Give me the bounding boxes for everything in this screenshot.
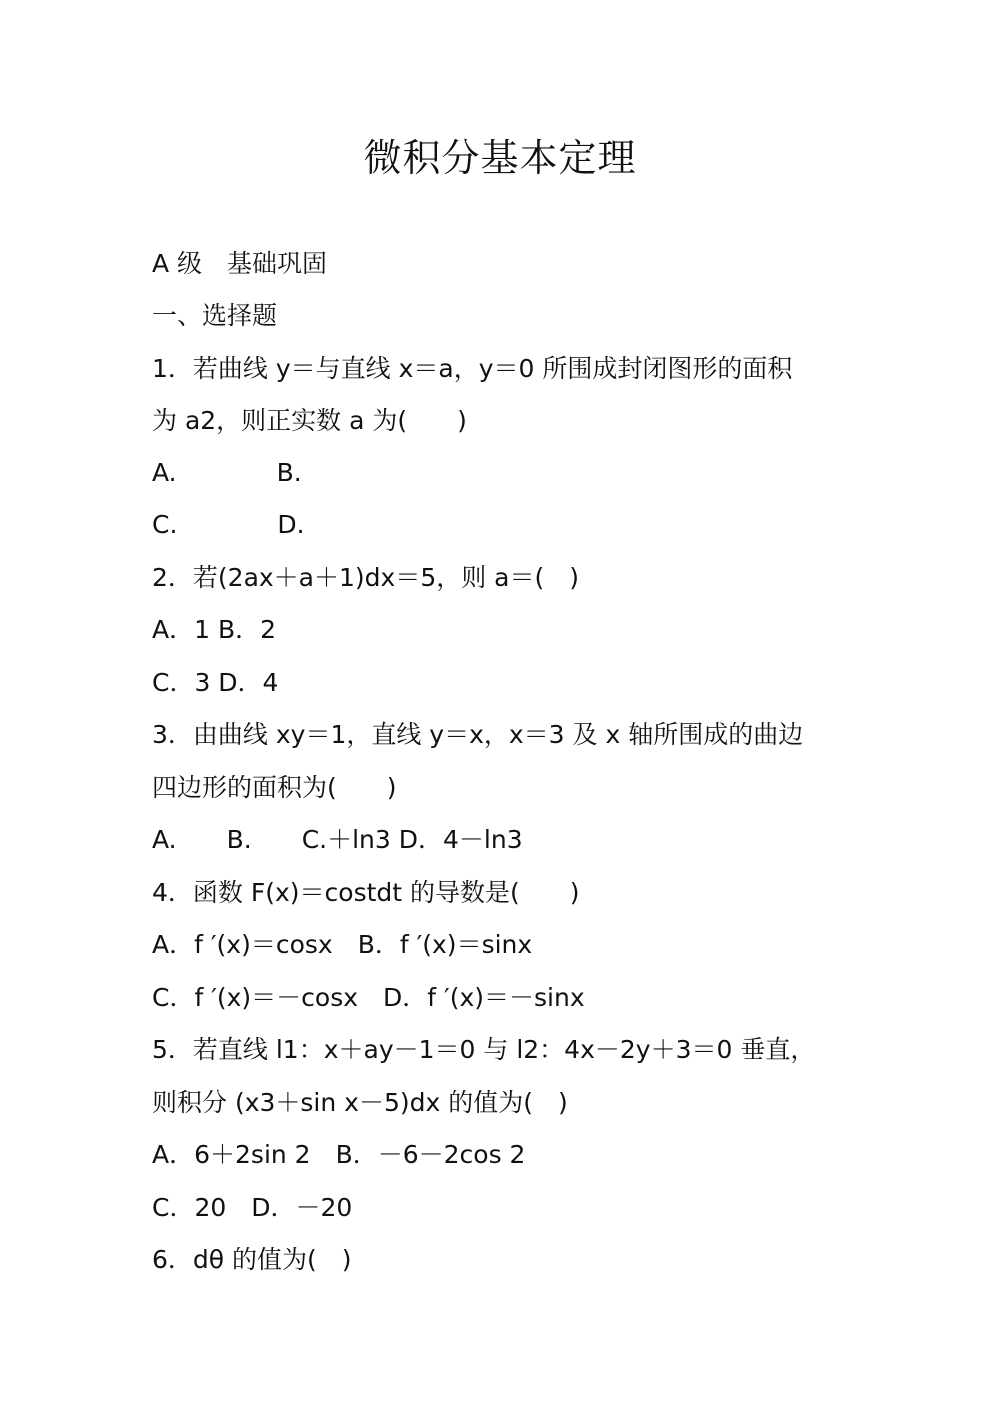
question-2-options-cd: C．3 D．4	[152, 668, 279, 697]
question-5-line-2: 则积分 (x3＋sin x－5)dx 的值为( )	[152, 1088, 568, 1117]
question-1-options-cd: C. D.	[152, 510, 305, 539]
section-heading-level-a: A 级 基础巩固	[152, 249, 328, 278]
question-3-line-2: 四边形的面积为( )	[152, 773, 397, 802]
question-4-options-cd: C．f ′(x)＝－cosx D．f ′(x)＝－sinx	[152, 983, 585, 1012]
question-5-options-cd: C．20 D．－20	[152, 1193, 353, 1222]
question-2-stem: 2．若(2ax＋a＋1)dx＝5，则 a＝( )	[152, 563, 580, 592]
section-heading-choice: 一、选择题	[152, 301, 278, 330]
question-4-stem: 4．函数 F(x)＝costdt 的导数是( )	[152, 878, 580, 907]
question-1-line-1: 1．若曲线 y＝与直线 x＝a，y＝0 所围成封闭图形的面积	[152, 354, 793, 383]
question-1-options-ab: A. B.	[152, 458, 302, 487]
question-3-line-1: 3．由曲线 xy＝1，直线 y＝x，x＝3 及 x 轴所围成的曲边	[152, 720, 804, 749]
question-4-options-ab: A．f ′(x)＝cosx B．f ′(x)＝sinx	[152, 930, 533, 959]
question-5-options-ab: A．6＋2sin 2 B．－6－2cos 2	[152, 1140, 526, 1169]
document-title: 微积分基本定理	[363, 136, 637, 180]
question-6-stem: 6．dθ 的值为( )	[152, 1245, 352, 1274]
question-2-options-ab: A．1 B．2	[152, 615, 277, 644]
question-5-line-1: 5．若直线 l1：x＋ay－1＝0 与 l2：4x－2y＋3＝0 垂直，	[152, 1035, 816, 1064]
question-1-line-2: 为 a2，则正实数 a 为( )	[152, 406, 467, 435]
question-3-options: A. B. C.＋ln3 D．4－ln3	[152, 825, 523, 854]
